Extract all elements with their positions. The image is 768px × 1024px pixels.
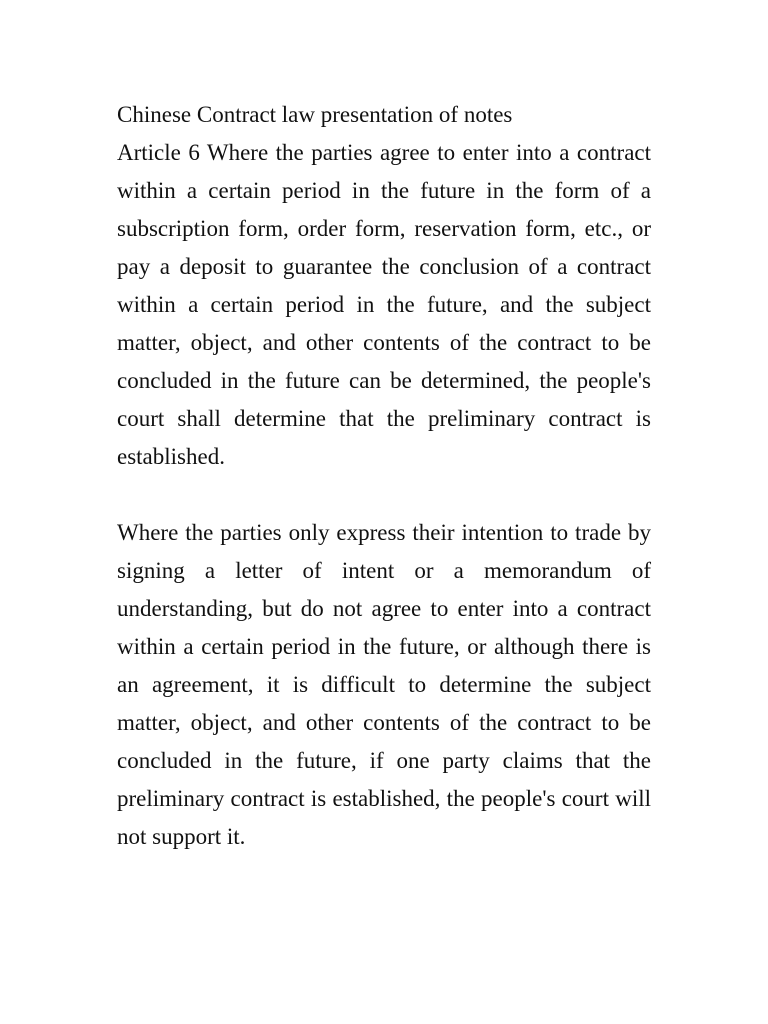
- document-title: Chinese Contract law presentation of notes: [117, 102, 513, 127]
- document-page: [117, 96, 651, 856]
- paragraph-letter-of-intent: Where the parties only express their intention to trade by signing a letter of intent or a memorandum of understanding, but do not agree to enter into a contract within a certain period in the future, or although there is an agreement, it is difficult to determine the subject matter, object, and other contents of the contract to be concluded in the future, if one party claims that the preliminary contract is established, the people's court will not support it.: [117, 520, 651, 849]
- paragraph-article-6: Article 6 Where the parties agree to enter into a contract within a certain period in the future in the form of a subscription form, order form, reservation form, etc., or pay a deposit to guarantee the conclusion of a contract within a certain period in the future, and the subject matter, object, and other contents of the contract to be concluded in the future can be determined, the people's court shall determine that the preliminary contract is established.: [117, 140, 651, 469]
